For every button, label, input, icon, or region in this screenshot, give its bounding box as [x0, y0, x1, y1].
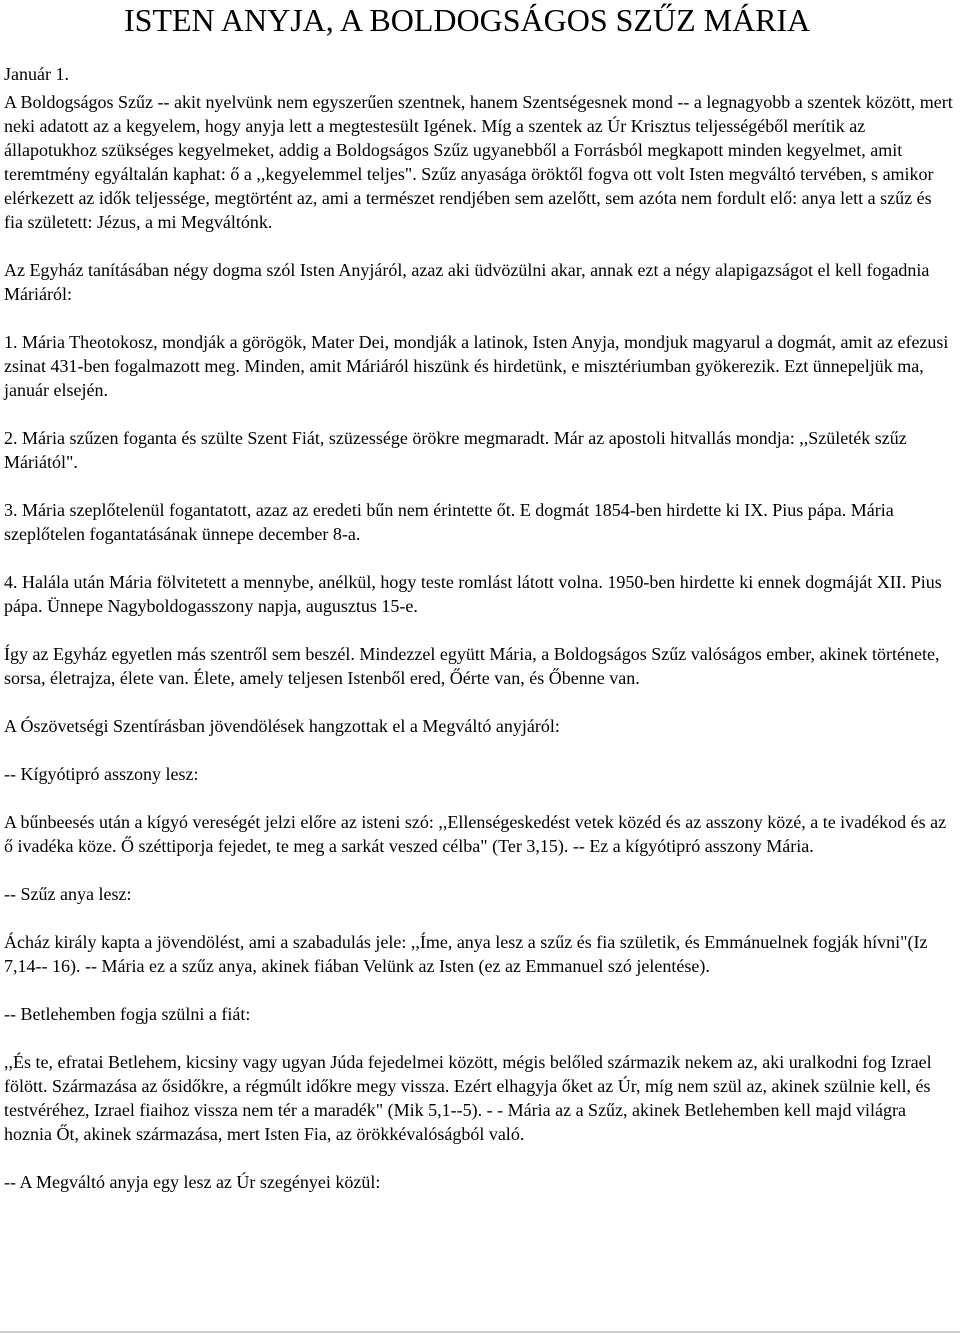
paragraph-intro: A Boldogságos Szűz -- akit nyelvünk nem egyszerűen szentnek, hanem Szentségesnek mond -- a legnagyobb a szentek között, mert neki adatott az a kegyelem, hogy anyja lett a megtestesült Igének. Míg a szentek az Úr Krisztus teljességéből merítik az állapotukhoz szükséges kegyelmeket, addig a Boldogságos Szűz ugyanebből a Forrásból megkapott minden kegyelmet, amit teremtmény egyáltalán kaphat: ő a ,,kegyelemmel teljes". Szűz anyasága öröktől fogva ott volt Isten megváltó tervében, s amikor elérkezett az idők teljessége, megtörtént az, ami a természet rendjében sem azelőtt, sem azóta nem fordult elő: anya lett a szűz és fia született: Jézus, a mi Megváltónk. — [4, 92, 953, 232]
paragraph-bethlehem: ,,És te, efratai Betlehem, kicsiny vagy ugyan Júda fejedelmei között, mégis belőled származik nekem az, aki uralkodni fog Izrael fölött. Származása az ősidőkre, a régmúlt időkre megy vissza. Ezért elhagyja őket az Úr, míg nem szül az, akinek szülnie kell, és testvéréhez, Izrael fiaihoz vissza nem tér a maradék" (Mik 5,1--5). - - Mária az a Szűz, akinek Betlehemben kell majd világra hoznia Őt, akinek származása, mert Isten Fia, az örökkévalóságból való. — [4, 1052, 932, 1144]
subheading-serpent: -- Kígyótipró asszony lesz: — [4, 764, 199, 784]
paragraph-dogmas-intro: Az Egyház tanításában négy dogma szól Isten Anyjáról, azaz aki üdvözülni akar, annak ezt a négy alapigazságot el kell fogadnia Máriáról: — [4, 260, 930, 304]
subheading-virgin-mother: -- Szűz anya lesz: — [4, 884, 132, 904]
document-page — [4, 0, 954, 1218]
paragraph-prophecies-intro: A Ószövetségi Szentírásban jövendölések hangzottak el a Megváltó anyjáról: — [4, 716, 560, 736]
page-title: ISTEN ANYJA, A BOLDOGSÁGOS SZŰZ MÁRIA — [124, 2, 811, 38]
paragraph-dogma-2: 2. Mária szűzen foganta és szülte Szent Fiát, szüzessége örökre megmaradt. Már az apostoli hitvallás mondja: ,,Születék szűz Máriától". — [4, 428, 907, 472]
paragraph-dogma-3: 3. Mária szeplőtelenül fogantatott, azaz az eredeti bűn nem érintette őt. E dogmát 1854-ben hirdette ki IX. Pius pápa. Mária szeplőtelen fogantatásának ünnepe december 8-a. — [4, 500, 894, 544]
paragraph-dogma-1: 1. Mária Theotokosz, mondják a görögök, Mater Dei, mondják a latinok, Isten Anyja, mondjuk magyarul a dogmát, amit az efezusi zsinat 431-ben fogalmazott meg. Minden, amit Máriáról hiszünk és hirdetünk, e misztériumban gyökerezik. Ezt ünnepeljük ma, január elsején. — [4, 332, 949, 400]
paragraph-serpent: A bűnbeesés után a kígyó vereségét jelzi előre az isteni szó: ,,Ellenségeskedést vetek közéd és az asszony közé, a te ivadékod és az ő ivadéka köze. Ő széttiporja fejedet, te meg a sarkát veszed célba" (Ter 3,15). -- Ez a kígyótipró asszony Mária. — [4, 812, 947, 856]
date-label: Január 1. — [4, 64, 69, 84]
subheading-poor: -- A Megváltó anyja egy lesz az Úr szegényei közül: — [4, 1172, 381, 1192]
subheading-bethlehem: -- Betlehemben fogja szülni a fiát: — [4, 1004, 251, 1024]
paragraph-dogma-4: 4. Halála után Mária fölvitetett a mennybe, anélkül, hogy teste romlást látott volna. 1950-ben hirdette ki ennek dogmáját XII. Pius pápa. Ünnepe Nagyboldogasszony napja, augusztus 15-e. — [4, 572, 942, 616]
document-body — [4, 90, 954, 1194]
document-header — [4, 0, 954, 90]
paragraph-summary: Így az Egyház egyetlen más szentről sem beszél. Mindezzel együtt Mária, a Boldogságos Szűz valóságos ember, akinek története, sorsa, életrajza, élete van. Élete, amely teljesen Istenből ered, Őérte van, és Őbenne van. — [4, 644, 940, 688]
paragraph-virgin-mother: Ácház király kapta a jövendölést, ami a szabadulás jele: ,,Íme, anya lesz a szűz és fia születik, és Emmánuelnek fogják hívni"(Iz 7,14-- 16). -- Mária ez a szűz anya, akinek fiában Velünk az Isten (ez az Emmanuel szó jelentése). — [4, 932, 928, 976]
